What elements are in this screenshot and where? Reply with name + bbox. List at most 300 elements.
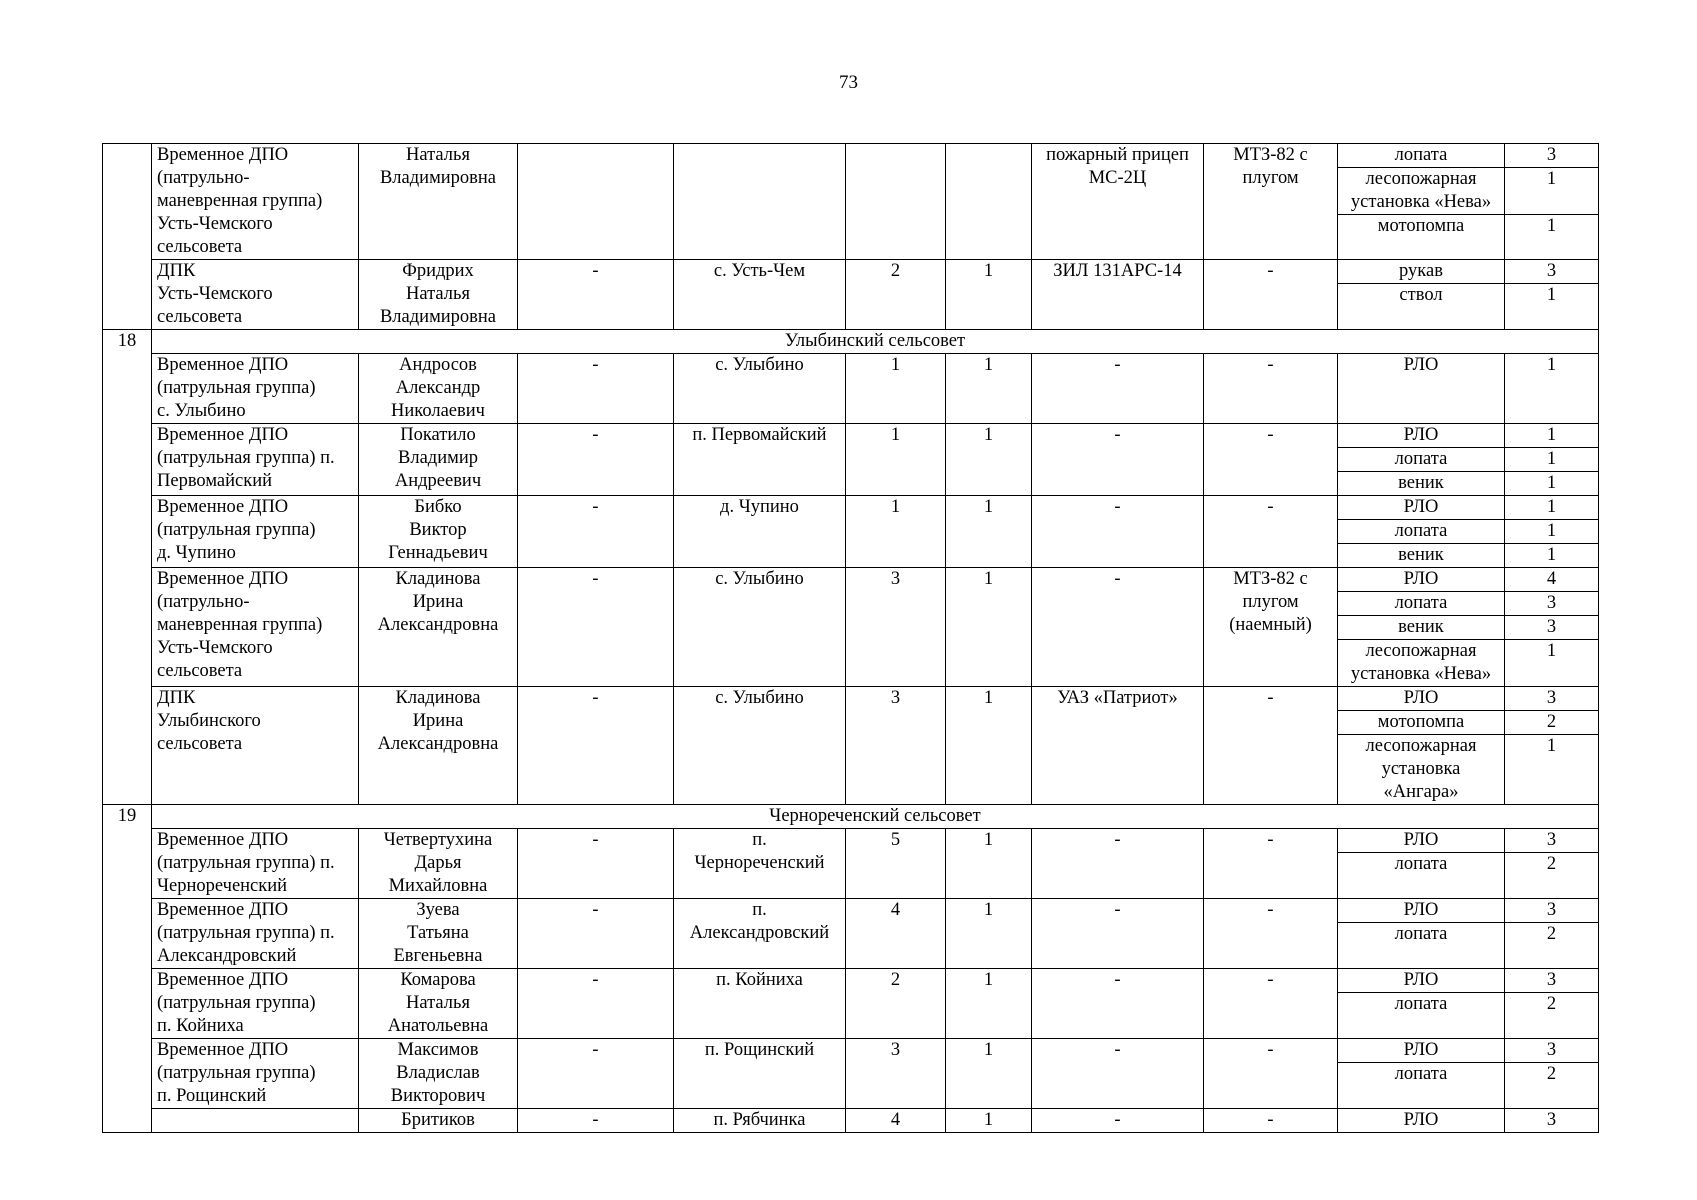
machinery-cell (1204, 829, 1338, 899)
org-name-line: сельсовета (157, 307, 243, 327)
equipment-qty: 1 (1505, 543, 1598, 567)
vehicle-line: - (1114, 830, 1121, 850)
equipment-qty: 3 (1505, 615, 1598, 639)
people-count-cell (846, 687, 946, 805)
equipment-qty: 1 (1505, 639, 1598, 686)
vehicle-line: - (1114, 497, 1121, 517)
machinery-cell (1204, 899, 1338, 969)
location-cell (674, 144, 846, 260)
equipment-qty-cell (1505, 354, 1599, 424)
equipment-qty: 2 (1505, 852, 1598, 876)
vehicle-cell (1032, 1039, 1204, 1109)
machinery-cell (1204, 260, 1338, 330)
equipment-qty: 1 (1546, 497, 1557, 517)
head-name-line: Кладинова (395, 688, 481, 708)
vehicle-cell (1032, 829, 1204, 899)
equipment-name: лопата (1338, 922, 1504, 946)
org-name-line: (патрульная группа) (157, 993, 316, 1013)
org-name-line: сельсовета (157, 661, 243, 681)
people-count-cell (846, 260, 946, 330)
vehicle-line: пожарный прицеп (1046, 145, 1189, 165)
machinery-cell (1204, 424, 1338, 496)
machinery-line: МТЗ-82 с (1233, 569, 1308, 589)
equipment-cell (1338, 144, 1505, 260)
equipment-cell (1338, 424, 1505, 496)
equipment-qty-cell (1505, 829, 1599, 899)
equipment-name: РЛО (1403, 970, 1439, 990)
equipment-cell (1338, 1109, 1505, 1133)
phone-value: - (592, 970, 599, 990)
machinery-line: - (1267, 497, 1274, 517)
shift-count-cell (946, 1109, 1032, 1133)
org-name-line: Улыбинского (157, 711, 261, 731)
equipment-qty: 3 (1505, 591, 1598, 615)
equipment-name: РЛО (1403, 1040, 1439, 1060)
phone-value: - (592, 261, 599, 281)
shift-count-cell (946, 829, 1032, 899)
location-cell (674, 496, 846, 568)
org-name-line: п. Койниха (157, 1016, 244, 1036)
head-name-line: Наталья (406, 284, 470, 304)
equipment-name: лопата (1338, 852, 1504, 876)
phone-value: - (592, 1110, 599, 1130)
people-count: 4 (890, 1110, 901, 1130)
head-name-line: Наталья (406, 993, 470, 1013)
people-count-cell (846, 1039, 946, 1109)
machinery-cell (1204, 687, 1338, 805)
org-name-cell (152, 687, 359, 805)
location-cell (674, 424, 846, 496)
equipment-name: лопата (1338, 447, 1504, 471)
machinery-line: - (1267, 1110, 1274, 1130)
org-name-line: Временное ДПО (157, 497, 289, 517)
machinery-line: - (1267, 261, 1274, 281)
location-value: Чернореченский (694, 853, 825, 873)
shift-count-cell (946, 969, 1032, 1039)
page-number: 73 (839, 72, 858, 93)
table-row (103, 354, 1599, 424)
org-name-line: Усть-Чемского (157, 214, 273, 234)
equipment-qty-cell (1505, 1109, 1599, 1133)
phone-cell (518, 687, 674, 805)
equipment-cell (1338, 829, 1505, 899)
vehicle-line: ЗИЛ 131АРС-14 (1053, 261, 1182, 281)
equipment-cell (1338, 687, 1505, 805)
org-name-cell (152, 424, 359, 496)
location-cell (674, 1039, 846, 1109)
shift-count: 1 (983, 830, 994, 850)
location-value: п. Рябчинка (713, 1110, 806, 1130)
org-name-line: Временное ДПО (157, 1040, 289, 1060)
org-name-line: (патрульная группа) (157, 1063, 316, 1083)
equipment-qty: 1 (1546, 425, 1557, 445)
head-name-line: Виктор (409, 520, 467, 540)
head-name-line: Татьяна (407, 923, 469, 943)
people-count: 4 (890, 900, 901, 920)
vehicle-line: МС-2Ц (1088, 168, 1147, 188)
phone-value: - (592, 830, 599, 850)
org-name-line: Временное ДПО (157, 830, 289, 850)
head-name-line: Александр (395, 378, 481, 398)
equipment-cell (1338, 1039, 1505, 1109)
shift-count: 1 (983, 970, 994, 990)
table-row (103, 969, 1599, 1039)
people-count: 1 (890, 355, 901, 375)
equipment-qty: 2 (1505, 1062, 1598, 1086)
equipment-qty: 3 (1546, 688, 1557, 708)
head-name-line: Евгеньевна (393, 946, 483, 966)
org-name-line: Временное ДПО (157, 970, 289, 990)
head-name-line: Кладинова (395, 569, 481, 589)
equipment-qty: 2 (1505, 710, 1598, 734)
org-name-line: (патрульно- (157, 592, 250, 612)
shift-count-cell (946, 899, 1032, 969)
equipment-name: РЛО (1403, 688, 1439, 708)
vehicle-cell (1032, 1109, 1204, 1133)
shift-count-cell (946, 687, 1032, 805)
equipment-name: РЛО (1403, 900, 1439, 920)
location-value: п. Первомайский (692, 425, 827, 445)
vehicle-cell (1032, 899, 1204, 969)
org-name-line: с. Улыбино (157, 401, 246, 421)
head-name-cell (359, 354, 518, 424)
people-count: 2 (890, 261, 901, 281)
phone-value: - (592, 425, 599, 445)
section-title: Чернореченский сельсовет (769, 806, 981, 826)
equipment-name: рукав (1399, 261, 1443, 281)
table-row (103, 1109, 1599, 1133)
head-name-cell (359, 687, 518, 805)
equipment-cell (1338, 899, 1505, 969)
org-name-line: ДПК (157, 261, 196, 281)
people-count-cell (846, 496, 946, 568)
vehicle-cell (1032, 354, 1204, 424)
org-name-line: (патрульная группа) п. (157, 448, 335, 468)
machinery-cell (1204, 1039, 1338, 1109)
shift-count: 1 (983, 355, 994, 375)
org-name-line: д. Чупино (157, 543, 236, 563)
location-value: Александровский (689, 923, 830, 943)
phone-cell (518, 829, 674, 899)
equipment-qty: 3 (1546, 1040, 1557, 1060)
vehicle-cell (1032, 424, 1204, 496)
machinery-cell (1204, 354, 1338, 424)
org-name-line: (патрульная группа) п. (157, 923, 335, 943)
people-count: 3 (890, 1040, 901, 1060)
equipment-name: ствол (1338, 283, 1504, 307)
equipment-qty: 1 (1505, 471, 1598, 495)
head-name-cell (359, 568, 518, 687)
head-name-line: Дарья (414, 853, 462, 873)
section-row (103, 805, 1599, 829)
equipment-qty-cell (1505, 687, 1599, 805)
org-name-line: Временное ДПО (157, 569, 289, 589)
org-name-line: п. Рощинский (157, 1086, 267, 1106)
machinery-line: - (1267, 355, 1274, 375)
people-count-cell (846, 354, 946, 424)
machinery-line: - (1267, 900, 1274, 920)
head-name-line: Бритиков (401, 1110, 475, 1130)
head-name-cell (359, 496, 518, 568)
phone-cell (518, 568, 674, 687)
vehicle-line: - (1114, 1110, 1121, 1130)
equipment-name: веник (1338, 615, 1504, 639)
equipment-cell (1338, 969, 1505, 1039)
equipment-qty: 1 (1505, 734, 1598, 804)
vehicle-line: - (1114, 569, 1121, 589)
org-name-line: сельсовета (157, 237, 243, 257)
vehicle-cell (1032, 969, 1204, 1039)
phone-value: - (592, 355, 599, 375)
equipment-name: лопата (1338, 992, 1504, 1016)
table-row (103, 424, 1599, 496)
head-name-line: Владимировна (379, 168, 497, 188)
machinery-line: плугом (1242, 168, 1299, 188)
org-name-line: Усть-Чемского (157, 638, 273, 658)
head-name-line: Викторович (390, 1086, 486, 1106)
equipment-cell (1338, 568, 1505, 687)
location-value: с. Усть-Чем (713, 261, 806, 281)
equipment-qty: 3 (1546, 900, 1557, 920)
head-name-line: Четвертухина (383, 830, 493, 850)
table-body (103, 144, 1599, 1133)
location-value: п. (752, 900, 767, 920)
org-name-cell (152, 144, 359, 260)
people-count: 3 (890, 688, 901, 708)
equipment-name: веник (1338, 471, 1504, 495)
equipment-name: лесопожарная установка «Ангара» (1338, 734, 1504, 804)
section-number: 18 (117, 331, 137, 351)
people-count-cell (846, 144, 946, 260)
equipment-qty-cell (1505, 144, 1599, 260)
org-name-cell (152, 568, 359, 687)
machinery-line: - (1267, 688, 1274, 708)
head-name-cell (359, 829, 518, 899)
head-name-line: Максимов (397, 1040, 479, 1060)
head-name-line: Комарова (400, 970, 476, 990)
equipment-name: РЛО (1403, 569, 1439, 589)
equipment-name: мотопомпа (1338, 710, 1504, 734)
location-cell (674, 829, 846, 899)
shift-count: 1 (983, 1040, 994, 1060)
head-name-cell (359, 899, 518, 969)
table-row (103, 899, 1599, 969)
table-row (103, 144, 1599, 260)
people-count: 1 (890, 497, 901, 517)
equipment-name: лопата (1338, 519, 1504, 543)
head-name-line: Александровна (377, 615, 499, 635)
head-name-line: Андреевич (394, 471, 482, 491)
phone-value: - (592, 688, 599, 708)
org-name-cell (152, 496, 359, 568)
head-name-line: Владимир (398, 448, 478, 468)
head-name-line: Владимировна (379, 307, 497, 327)
people-count-cell (846, 568, 946, 687)
equipment-qty: 4 (1546, 569, 1557, 589)
table-row (103, 260, 1599, 330)
org-name-cell (152, 969, 359, 1039)
org-name-line: (патрульная группа) (157, 520, 316, 540)
section-number-cell (103, 330, 152, 805)
equipment-qty-cell (1505, 899, 1599, 969)
location-cell (674, 568, 846, 687)
head-name-line: Геннадьевич (388, 543, 488, 563)
machinery-cell (1204, 568, 1338, 687)
org-name-line: Усть-Чемского (157, 284, 273, 304)
vehicle-cell (1032, 496, 1204, 568)
shift-count-cell (946, 424, 1032, 496)
equipment-name: веник (1338, 543, 1504, 567)
shift-count: 1 (983, 425, 994, 445)
location-value: с. Улыбино (715, 355, 804, 375)
vehicle-line: - (1114, 425, 1121, 445)
head-name-line: Ирина (412, 711, 464, 731)
vehicle-cell (1032, 260, 1204, 330)
equipment-name: лопата (1394, 145, 1448, 165)
head-name-cell (359, 260, 518, 330)
equipment-cell (1338, 260, 1505, 330)
vehicle-line: - (1114, 355, 1121, 375)
org-name-line: Александровский (157, 946, 297, 966)
head-name-line: Ирина (412, 592, 464, 612)
head-name-cell (359, 424, 518, 496)
location-value: с. Улыбино (715, 688, 804, 708)
people-count: 1 (890, 425, 901, 445)
table-row (103, 496, 1599, 568)
head-name-line: Владислав (396, 1063, 480, 1083)
people-count-cell (846, 1109, 946, 1133)
head-name-line: Александровна (377, 734, 499, 754)
equipment-qty: 3 (1546, 1110, 1557, 1130)
equipment-qty-cell (1505, 260, 1599, 330)
location-value: д. Чупино (720, 497, 799, 517)
org-name-line: ДПК (157, 688, 196, 708)
equipment-name: лесопожарная установка «Нева» (1338, 167, 1504, 214)
phone-value: - (592, 900, 599, 920)
head-name-cell (359, 144, 518, 260)
machinery-line: - (1267, 970, 1274, 990)
org-name-cell (152, 1039, 359, 1109)
section-number: 19 (117, 806, 137, 826)
head-name-line: Зуева (416, 900, 460, 920)
machinery-line: - (1267, 1040, 1274, 1060)
shift-count: 1 (983, 569, 994, 589)
people-count-cell (846, 829, 946, 899)
phone-cell (518, 354, 674, 424)
org-name-line: Временное ДПО (157, 425, 289, 445)
org-name-cell (152, 1109, 359, 1133)
phone-value: - (592, 1040, 599, 1060)
location-cell (674, 260, 846, 330)
org-name-line: сельсовета (157, 734, 243, 754)
location-value: с. Улыбино (715, 569, 804, 589)
location-cell (674, 969, 846, 1039)
equipment-qty: 1 (1505, 167, 1598, 214)
vehicle-cell (1032, 568, 1204, 687)
phone-cell (518, 424, 674, 496)
equipment-name: лесопожарная установка «Нева» (1338, 639, 1504, 686)
equipment-cell (1338, 496, 1505, 568)
shift-count-cell (946, 1039, 1032, 1109)
equipment-name: лопата (1338, 1062, 1504, 1086)
head-name-cell (359, 1109, 518, 1133)
org-name-cell (152, 260, 359, 330)
equipment-qty-cell (1505, 424, 1599, 496)
shift-count-cell (946, 568, 1032, 687)
vehicle-cell (1032, 144, 1204, 260)
equipment-name: РЛО (1403, 830, 1439, 850)
location-cell (674, 899, 846, 969)
vehicle-line: - (1114, 900, 1121, 920)
phone-value: - (592, 569, 599, 589)
head-name-line: Наталья (406, 145, 470, 165)
machinery-cell (1204, 1109, 1338, 1133)
shift-count: 1 (983, 1110, 994, 1130)
equipment-qty-cell (1505, 568, 1599, 687)
equipment-qty-cell (1505, 1039, 1599, 1109)
phone-cell (518, 899, 674, 969)
equipment-name: лопата (1338, 591, 1504, 615)
org-name-line: (патрульная группа) п. (157, 853, 335, 873)
equipment-qty: 1 (1505, 214, 1598, 238)
org-name-line: Временное ДПО (157, 355, 289, 375)
machinery-cell (1204, 496, 1338, 568)
section-title: Улыбинский сельсовет (784, 331, 966, 351)
shift-count-cell (946, 260, 1032, 330)
phone-cell (518, 496, 674, 568)
location-cell (674, 687, 846, 805)
phone-cell (518, 969, 674, 1039)
head-name-line: Николаевич (391, 401, 485, 421)
machinery-cell (1204, 144, 1338, 260)
people-count-cell (846, 424, 946, 496)
head-name-cell (359, 1039, 518, 1109)
org-name-line: маневренная группа) (157, 191, 323, 211)
head-name-line: Анатольевна (387, 1016, 489, 1036)
people-count-cell (846, 969, 946, 1039)
section-number-cell (103, 805, 152, 1133)
machinery-cell (1204, 969, 1338, 1039)
equipment-qty: 2 (1505, 922, 1598, 946)
vehicle-line: - (1114, 1040, 1121, 1060)
equipment-qty-cell (1505, 969, 1599, 1039)
vehicle-line: - (1114, 970, 1121, 990)
people-count: 3 (890, 569, 901, 589)
shift-count: 1 (983, 900, 994, 920)
equipment-qty: 1 (1505, 283, 1598, 307)
people-count: 5 (890, 830, 901, 850)
machinery-line: - (1267, 425, 1274, 445)
people-count-cell (846, 899, 946, 969)
equipment-qty: 3 (1546, 261, 1557, 281)
equipment-qty: 1 (1505, 519, 1598, 543)
shift-count-cell (946, 144, 1032, 260)
section-title-cell (152, 330, 1599, 354)
section-title-cell (152, 805, 1599, 829)
phone-cell (518, 1039, 674, 1109)
table-row (103, 829, 1599, 899)
head-name-line: Михайловна (388, 876, 488, 896)
org-name-cell (152, 829, 359, 899)
phone-cell (518, 260, 674, 330)
org-name-line: Временное ДПО (157, 145, 289, 165)
machinery-line: (наемный) (1229, 615, 1312, 635)
people-count: 2 (890, 970, 901, 990)
machinery-line: - (1267, 830, 1274, 850)
shift-count: 1 (983, 497, 994, 517)
equipment-qty: 3 (1546, 145, 1557, 165)
head-name-line: Андросов (399, 355, 477, 375)
